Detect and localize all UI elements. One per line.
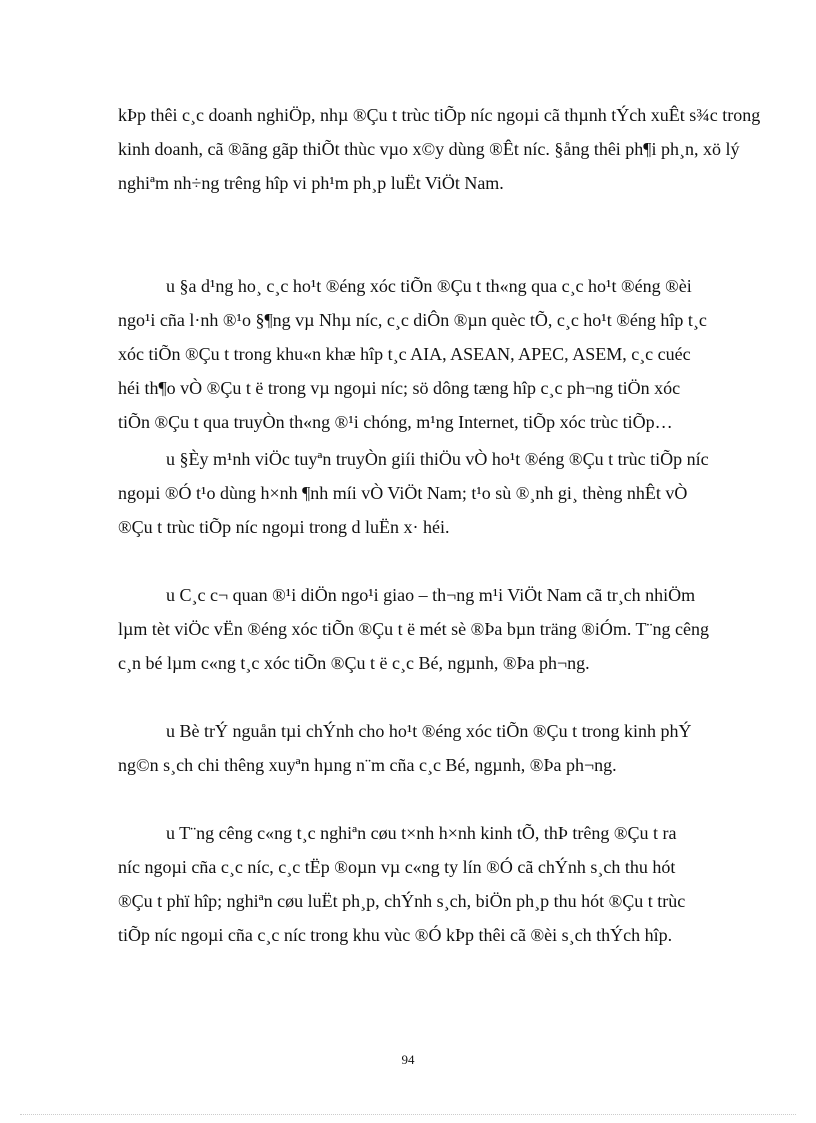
- page-number: 94: [401, 1052, 415, 1067]
- text-line: níc ngoµi cña c¸c níc, c¸c tËp ®oµn vµ c«ng ty lín ®Ó cã chÝnh s¸ch thu hót: [118, 857, 676, 877]
- text-line: tiÕn ®Çu t qua truyÒn th«ng ®¹i chóng, m¹ng Internet, tiÕp xóc trùc tiÕp…: [118, 412, 673, 432]
- text-line: u T¨ng cêng c«ng t¸c nghiªn cøu t×nh h×nh kinh tÕ, thÞ trêng ®Çu t ra: [166, 823, 677, 843]
- text-line: u Bè trÝ nguån tµi chÝnh cho ho¹t ®éng xóc tiÕn ®Çu t trong kinh phÝ: [166, 721, 692, 741]
- paragraph-6: [118, 816, 778, 952]
- text-line: xóc tiÕn ®Çu t trong khu«n khæ hîp t¸c AIA, ASEAN, APEC, ASEM, c¸c cuéc: [118, 344, 691, 364]
- paragraph-5: [118, 714, 778, 782]
- text-line: tiÕp níc ngoµi cña c¸c níc trong khu vùc ®Ó kÞp thêi cã ®èi s¸ch thÝch hîp.: [118, 925, 673, 945]
- paragraph-1: [118, 98, 778, 200]
- text-line: kinh doanh, cã ®ãng gãp thiÕt thùc vµo x©y dùng ®Êt níc. §ång thêi ph¶i ph¸n, xö lý: [118, 139, 740, 159]
- text-line: ®Çu t phï hîp; nghiªn cøu luËt ph¸p, chÝnh s¸ch, biÖn ph¸p thu hót ®Çu t trùc: [118, 891, 686, 911]
- text-line: ®Çu t trùc tiÕp níc ngoµi trong d luËn x· héi.: [118, 517, 450, 537]
- text-line: u C¸c c¬ quan ®¹i diÖn ngo¹i giao – th¬ng m¹i ViÖt Nam cã tr¸ch nhiÖm: [166, 585, 696, 605]
- text-line: nghiªm nh÷ng trêng hîp vi ph¹m ph¸p luËt ViÖt Nam.: [118, 173, 504, 193]
- text-line: u §Èy m¹nh viÖc tuyªn truyÒn giíi thiÖu vÒ ho¹t ®éng ®Çu t trùc tiÕp níc: [166, 449, 709, 469]
- paragraph-3: [118, 442, 778, 544]
- text-line: ngoµi ®Ó t¹o dùng h×nh ¶nh míi vÒ ViÖt Nam; t¹o sù ®¸nh gi¸ thèng nhÊt vÒ: [118, 483, 688, 503]
- text-line: c¸n bé lµm c«ng t¸c xóc tiÕn ®Çu t ë c¸c Bé, ngµnh, ®Þa ph¬ng.: [118, 653, 590, 673]
- text-line: lµm tèt viÖc vËn ®éng xóc tiÕn ®Çu t ë mét sè ®Þa bµn träng ®iÓm. T¨ng cêng: [118, 619, 710, 639]
- text-line: héi th¶o vÒ ®Çu t ë trong vµ ngoµi níc; sö dông tæng hîp c¸c ph¬ng tiÖn xóc: [118, 378, 681, 398]
- text-line: u §a d¹ng ho¸ c¸c ho¹t ®éng xóc tiÕn ®Çu t th«ng qua c¸c ho¹t ®éng ®èi: [166, 276, 692, 296]
- text-line: ngo¹i cña l·nh ®¹o §¶ng vµ Nhµ níc, c¸c diÔn ®µn quèc tÕ, c¸c ho¹t ®éng hîp t¸c: [118, 310, 707, 330]
- footer-divider: [20, 1114, 796, 1115]
- paragraph-2: [118, 269, 778, 439]
- text-line: ng©n s¸ch chi thêng xuyªn hµng n¨m cña c¸c Bé, ngµnh, ®Þa ph¬ng.: [118, 755, 617, 775]
- text-line: kÞp thêi c¸c doanh nghiÖp, nhµ ®Çu t trùc tiÕp níc ngoµi cã thµnh tÝch xuÊt s¾c trong: [118, 105, 761, 125]
- paragraph-4: [118, 578, 778, 680]
